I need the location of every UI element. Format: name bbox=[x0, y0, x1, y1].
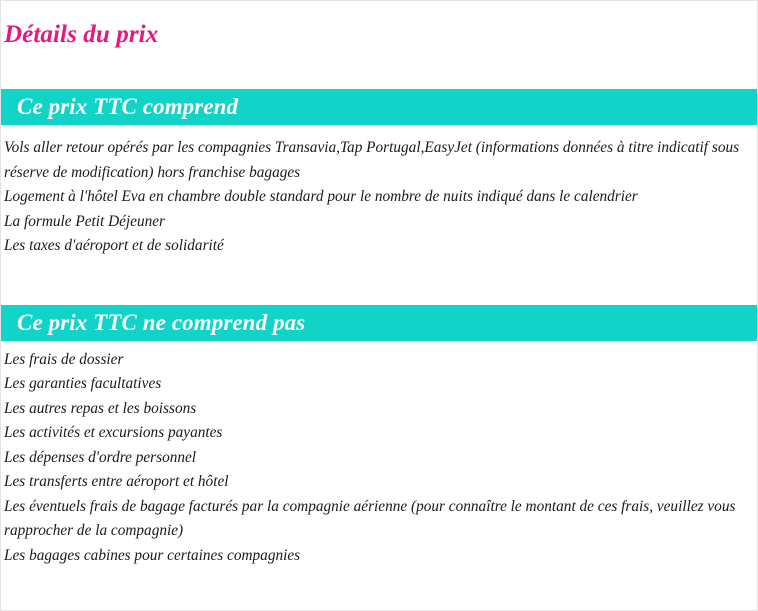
list-item: Les transferts entre aéroport et hôtel bbox=[4, 473, 229, 490]
section-excluded-header-wrap bbox=[1, 305, 757, 341]
list-item: Les activités et excursions payantes bbox=[4, 424, 223, 441]
page-title: Détails du prix bbox=[4, 21, 159, 48]
section-included-body bbox=[1, 125, 757, 259]
section-excluded bbox=[1, 305, 757, 569]
list-item: Les taxes d'aéroport et de solidarité bbox=[4, 237, 224, 254]
section-included-header-wrap bbox=[1, 89, 757, 125]
page-title-block bbox=[1, 1, 757, 89]
section-included-heading: Ce prix TTC comprend bbox=[1, 89, 757, 125]
list-item: Les frais de dossier bbox=[4, 350, 124, 368]
section-excluded-heading: Ce prix TTC ne comprend pas bbox=[1, 305, 757, 341]
list-item: Les dépenses d'ordre personnel bbox=[4, 448, 197, 466]
list-item: Les éventuels frais de bagage facturés par la compagnie aérienne (pour connaître le montant de ces frais, veuillez vous rapprocher de la compagnie) bbox=[4, 497, 736, 539]
list-item: Les autres repas et les boissons bbox=[4, 399, 197, 417]
list-item: Les garanties facultatives bbox=[4, 375, 162, 392]
section-included bbox=[1, 89, 757, 259]
list-item: Vols aller retour opérés par les compagnies Transavia,Tap Portugal,EasyJet (informations données à titre indicatif sous réserve de modification) hors franchise bagages bbox=[4, 139, 740, 181]
section-excluded-body bbox=[1, 341, 757, 569]
list-item: Logement à l'hôtel Eva en chambre double standard pour le nombre de nuits indiqué dans le calendrier bbox=[4, 188, 638, 205]
list-item: La formule Petit Déjeuner bbox=[4, 212, 166, 230]
section-spacer bbox=[1, 259, 757, 305]
list-item: Les bagages cabines pour certaines compagnies bbox=[4, 546, 301, 564]
